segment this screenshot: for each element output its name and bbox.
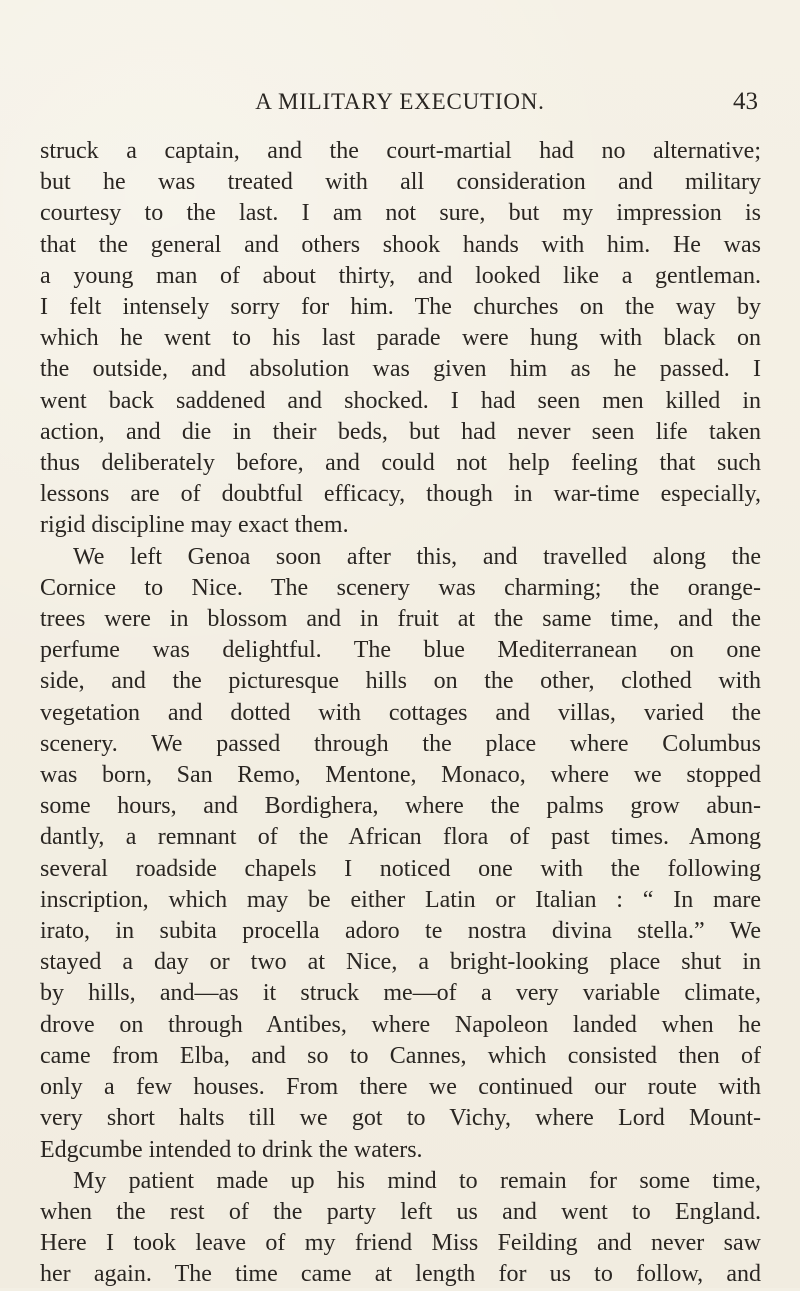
text-line: courtesy to the last. I am not sure, but my impression is [40, 200, 761, 227]
text-line: Here I took leave of my friend Miss Feilding and never saw [40, 1230, 761, 1257]
text-line: trees were in blossom and in fruit at the same time, and the [40, 606, 761, 633]
text-line: dantly, a remnant of the African flora of past times. Among [40, 824, 761, 851]
text-line: I felt intensely sorry for him. The churches on the way by [40, 294, 761, 321]
text-line: came from Elba, and so to Cannes, which consisted then of [40, 1042, 761, 1069]
text-line: some hours, and Bordighera, where the palms grow abun- [40, 793, 761, 820]
text-line: very short halts till we got to Vichy, where Lord Mount- [40, 1105, 761, 1132]
page-number: 43 [733, 88, 758, 115]
text-line: went back saddened and shocked. I had seen men killed in [40, 387, 761, 414]
text-line: was born, San Remo, Mentone, Monaco, where we stopped [40, 762, 761, 789]
text-line: her again. The time came at length for us to follow, and [40, 1261, 761, 1288]
text-line: which he went to his last parade were hung with black on [40, 325, 761, 352]
text-line: the outside, and absolution was given him as he passed. I [40, 356, 761, 383]
page-header [40, 86, 760, 118]
text-line: vegetation and dotted with cottages and villas, varied the [40, 699, 761, 726]
text-line: several roadside chapels I noticed one with the following [40, 855, 761, 882]
text-line: only a few houses. From there we continued our route with [40, 1074, 761, 1101]
text-line: thus deliberately before, and could not help feeling that such [40, 450, 761, 477]
text-line: by hills, and—as it struck me—of a very variable climate, [40, 980, 761, 1007]
text-line: lessons are of doubtful efficacy, though in war-time especially, [40, 481, 761, 508]
text-line: We left Genoa soon after this, and travelled along the [73, 543, 761, 570]
text-line: stayed a day or two at Nice, a bright-looking place shut in [40, 949, 761, 976]
body-text [40, 136, 761, 1291]
text-line: inscription, which may be either Latin or Italian : “ In mare [40, 886, 761, 913]
text-line: action, and die in their beds, but had never seen life taken [40, 418, 761, 445]
text-line: Cornice to Nice. The scenery was charming; the orange- [40, 574, 761, 601]
text-line: drove on through Antibes, where Napoleon landed when he [40, 1011, 761, 1038]
text-line: My patient made up his mind to remain for some time, [73, 1167, 761, 1194]
text-line: a young man of about thirty, and looked like a gentleman. [40, 262, 761, 289]
text-line: rigid discipline may exact them. [40, 512, 349, 539]
text-line: struck a captain, and the court-martial had no alternative; [40, 138, 761, 164]
running-head: A MILITARY EXECUTION. [255, 89, 545, 114]
text-line: irato, in subita procella adoro te nostra divina stella.” We [40, 918, 761, 945]
text-line: perfume was delightful. The blue Mediterranean on one [40, 637, 761, 664]
text-line: but he was treated with all consideration and military [40, 169, 761, 196]
text-line: that the general and others shook hands with him. He was [40, 231, 761, 258]
text-line: when the rest of the party left us and went to England. [40, 1198, 761, 1225]
text-line: scenery. We passed through the place where Columbus [40, 730, 761, 757]
text-line: Edgcumbe intended to drink the waters. [40, 1136, 423, 1163]
text-line: side, and the picturesque hills on the other, clothed with [40, 668, 761, 695]
